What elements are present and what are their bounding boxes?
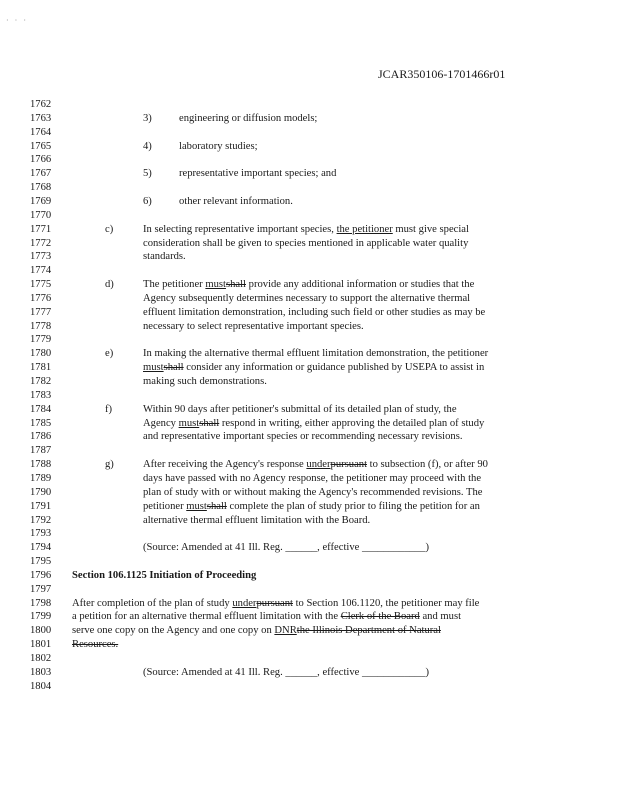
- deleted-text: the Illinois Department of Natural: [296, 625, 441, 637]
- line-number: 1768: [30, 182, 52, 194]
- line-text: [143, 500, 480, 514]
- line-number: 1801: [30, 639, 52, 651]
- line-text: [143, 375, 267, 389]
- text-run: representative important species; and: [179, 168, 337, 180]
- document-line: [0, 140, 618, 154]
- line-number: 1804: [30, 680, 52, 692]
- text-run: provide any additional information or studies that the: [246, 279, 475, 291]
- text-run: consideration shall be given to species mentioned in applicable water quality: [143, 237, 469, 249]
- subsection-label: c): [105, 223, 114, 235]
- line-number: 1771: [30, 223, 52, 235]
- document-line: [0, 223, 618, 237]
- deleted-text: shall: [199, 417, 220, 429]
- document-line: [0, 126, 618, 140]
- text-run: a petition for an alternative thermal effluent limitation with the: [72, 611, 341, 623]
- document-line: [0, 167, 618, 181]
- text-run: complete the plan of study prior to filing the petition for an: [226, 500, 480, 512]
- subsection-label: d): [105, 279, 114, 291]
- line-text: [143, 223, 469, 237]
- line-text: [143, 541, 429, 555]
- document-line: [0, 624, 618, 638]
- line-number: 1784: [30, 403, 52, 415]
- document-line: [0, 541, 618, 555]
- document-line: [0, 153, 618, 167]
- line-number: 1766: [30, 154, 52, 166]
- document-line: [0, 403, 618, 417]
- text-run: In selecting representative important species,: [143, 223, 337, 235]
- line-text: [72, 569, 256, 583]
- deleted-text: pursuant: [256, 597, 293, 609]
- line-text: [143, 237, 468, 251]
- inserted-text: under: [232, 597, 257, 609]
- document-line: [0, 333, 618, 347]
- line-number: 1800: [30, 625, 52, 637]
- line-number: 1787: [30, 445, 52, 457]
- document-line: [0, 430, 618, 444]
- line-number: 1783: [30, 389, 52, 401]
- line-number: 1774: [30, 265, 52, 277]
- line-text: [72, 597, 479, 611]
- text-run: consider any information or guidance published by USEPA to assist in: [183, 362, 485, 374]
- subsection-label: 5): [143, 168, 152, 180]
- line-number: 1779: [30, 334, 52, 346]
- line-number: 1781: [30, 362, 52, 374]
- subsection-label: 4): [143, 140, 152, 152]
- document-line: [0, 583, 618, 597]
- line-text: [143, 430, 462, 444]
- text-run: standards.: [143, 251, 186, 263]
- line-text: [143, 458, 488, 472]
- inserted-text: DNR: [274, 625, 297, 637]
- line-number: 1791: [30, 500, 52, 512]
- text-run: must give special: [392, 223, 469, 235]
- text-run: alternative thermal effluent limitation with the Board.: [143, 514, 371, 526]
- subsection-label: e): [105, 348, 114, 360]
- line-text: [143, 417, 484, 431]
- inserted-text: must: [186, 500, 207, 512]
- line-text: [143, 306, 485, 320]
- line-number: 1799: [30, 611, 52, 623]
- text-run: After completion of the plan of study: [72, 597, 233, 609]
- text-run: petitioner: [143, 500, 187, 512]
- line-number: 1803: [30, 666, 52, 678]
- deleted-text: Clerk of the Board: [340, 611, 420, 623]
- document-line: [0, 375, 618, 389]
- line-number: 1763: [30, 112, 52, 124]
- line-text: [143, 292, 470, 306]
- document-line: [0, 320, 618, 334]
- line-number: 1776: [30, 292, 52, 304]
- deleted-text: shall: [163, 362, 184, 374]
- document-line: [0, 112, 618, 126]
- line-number: 1792: [30, 514, 52, 526]
- section-heading: Section 106.1125 Initiation of Proceeding: [72, 569, 257, 581]
- line-number: 1788: [30, 459, 52, 471]
- line-text: [72, 638, 118, 652]
- document-line: [0, 610, 618, 624]
- deleted-text: pursuant: [330, 459, 368, 471]
- line-text: [143, 361, 484, 375]
- inserted-text: must: [143, 362, 164, 374]
- text-run: respond in writing, either approving the detailed plan of study: [219, 417, 485, 429]
- line-number: 1793: [30, 528, 52, 540]
- subsection-label: 6): [143, 195, 152, 207]
- document-line: [0, 472, 618, 486]
- line-number: 1778: [30, 320, 52, 332]
- scan-artifact: · · ·: [6, 16, 28, 25]
- document-line: [0, 250, 618, 264]
- line-number: 1789: [30, 472, 52, 484]
- text-run: (Source: Amended at 41 Ill. Reg. ______, effective ____________): [143, 666, 430, 678]
- line-number: 1796: [30, 569, 52, 581]
- inserted-text: under: [306, 459, 331, 471]
- line-text: [143, 403, 457, 417]
- text-run: plan of study with or without making the Agency's recommended revisions. The: [143, 486, 483, 498]
- document-line: [0, 555, 618, 569]
- line-text: [143, 666, 429, 680]
- subsection-label: 3): [143, 112, 152, 124]
- text-run: Agency subsequently determines necessary to support the alternative thermal: [143, 292, 471, 304]
- inserted-text: the petitioner: [336, 223, 393, 235]
- line-text: [143, 514, 370, 528]
- text-run: days have passed with no Agency response, the petitioner may proceed with the: [143, 472, 482, 484]
- text-run: effluent limitation demonstration, including such field or other studies as may be: [143, 306, 486, 318]
- document-line: [0, 195, 618, 209]
- line-text: [143, 486, 482, 500]
- text-run: serve one copy on the Agency and one copy on: [72, 625, 275, 637]
- line-text: [72, 624, 441, 638]
- deleted-text: shall: [225, 279, 246, 291]
- line-number: 1795: [30, 556, 52, 568]
- line-number: 1797: [30, 583, 52, 595]
- text-run: and representative important species or recommending necessary revisions.: [143, 431, 463, 443]
- subsection-label: f): [105, 403, 113, 415]
- document-line: [0, 514, 618, 528]
- subsection-label: g): [105, 459, 114, 471]
- document-line: [0, 306, 618, 320]
- text-run: Agency: [143, 417, 179, 429]
- text-run: and must: [419, 611, 462, 623]
- document-line: [0, 264, 618, 278]
- document-line: [0, 292, 618, 306]
- document-line: [0, 444, 618, 458]
- deleted-text: shall: [206, 500, 227, 512]
- line-text: [143, 278, 474, 292]
- line-text: [143, 320, 364, 334]
- line-number: 1780: [30, 348, 52, 360]
- line-number: 1770: [30, 209, 52, 221]
- text-run: other relevant information.: [179, 195, 293, 207]
- document-line: [0, 500, 618, 514]
- text-run: (Source: Amended at 41 Ill. Reg. ______, effective ____________): [143, 542, 430, 554]
- document-line: [0, 666, 618, 680]
- document-line: [0, 98, 618, 112]
- line-number: 1785: [30, 417, 52, 429]
- line-number: 1767: [30, 168, 52, 180]
- document-line: [0, 638, 618, 652]
- document-line: [0, 278, 618, 292]
- line-number: 1777: [30, 306, 52, 318]
- line-text: [179, 140, 258, 154]
- text-run: The petitioner: [143, 279, 206, 291]
- document-line: [0, 486, 618, 500]
- line-number: 1769: [30, 195, 52, 207]
- document-line: [0, 361, 618, 375]
- document-line: [0, 569, 618, 583]
- line-number: 1802: [30, 653, 52, 664]
- line-number: 1786: [30, 431, 52, 443]
- line-text: [179, 112, 317, 126]
- document-line: [0, 597, 618, 611]
- line-number: 1762: [30, 99, 52, 110]
- line-text: [143, 472, 481, 486]
- line-number: 1764: [30, 126, 52, 138]
- line-number: 1773: [30, 251, 52, 263]
- document-line: [0, 527, 618, 541]
- line-number: 1782: [30, 376, 52, 387]
- document-line: [0, 237, 618, 251]
- text-run: In making the alternative thermal effluent limitation demonstration, the petitioner: [143, 348, 489, 360]
- line-number: 1772: [30, 237, 52, 249]
- document-line: [0, 417, 618, 431]
- line-number: 1798: [30, 597, 52, 609]
- document-line: [0, 209, 618, 223]
- line-text: [143, 347, 488, 361]
- text-run: Within 90 days after petitioner's submittal of its detailed plan of study, the: [143, 403, 457, 415]
- document-line: [0, 680, 618, 694]
- document-line: [0, 347, 618, 361]
- line-text: [179, 195, 293, 209]
- document-line: [0, 181, 618, 195]
- text-run: necessary to select representative important species.: [143, 320, 364, 332]
- line-number: 1765: [30, 140, 52, 152]
- text-run: laboratory studies;: [179, 140, 258, 152]
- inserted-text: must: [178, 417, 200, 429]
- line-text: [72, 610, 461, 624]
- text-run: After receiving the Agency's response: [143, 459, 307, 471]
- deleted-text: Resources.: [72, 639, 119, 651]
- inserted-text: must: [205, 279, 226, 291]
- line-number: 1790: [30, 486, 52, 498]
- document-line: [0, 389, 618, 403]
- line-text: [179, 167, 336, 181]
- line-number: 1794: [30, 542, 52, 554]
- text-run: to subsection (f), or after 90: [367, 459, 488, 471]
- line-text: [143, 250, 186, 264]
- document-line: [0, 652, 618, 666]
- text-run: making such demonstrations.: [143, 376, 267, 387]
- document-id-header: JCAR350106-1701466r01: [378, 67, 506, 81]
- text-run: engineering or diffusion models;: [179, 112, 318, 124]
- text-run: to Section 106.1120, the petitioner may file: [292, 597, 480, 609]
- document-line: [0, 458, 618, 472]
- line-number: 1775: [30, 279, 52, 291]
